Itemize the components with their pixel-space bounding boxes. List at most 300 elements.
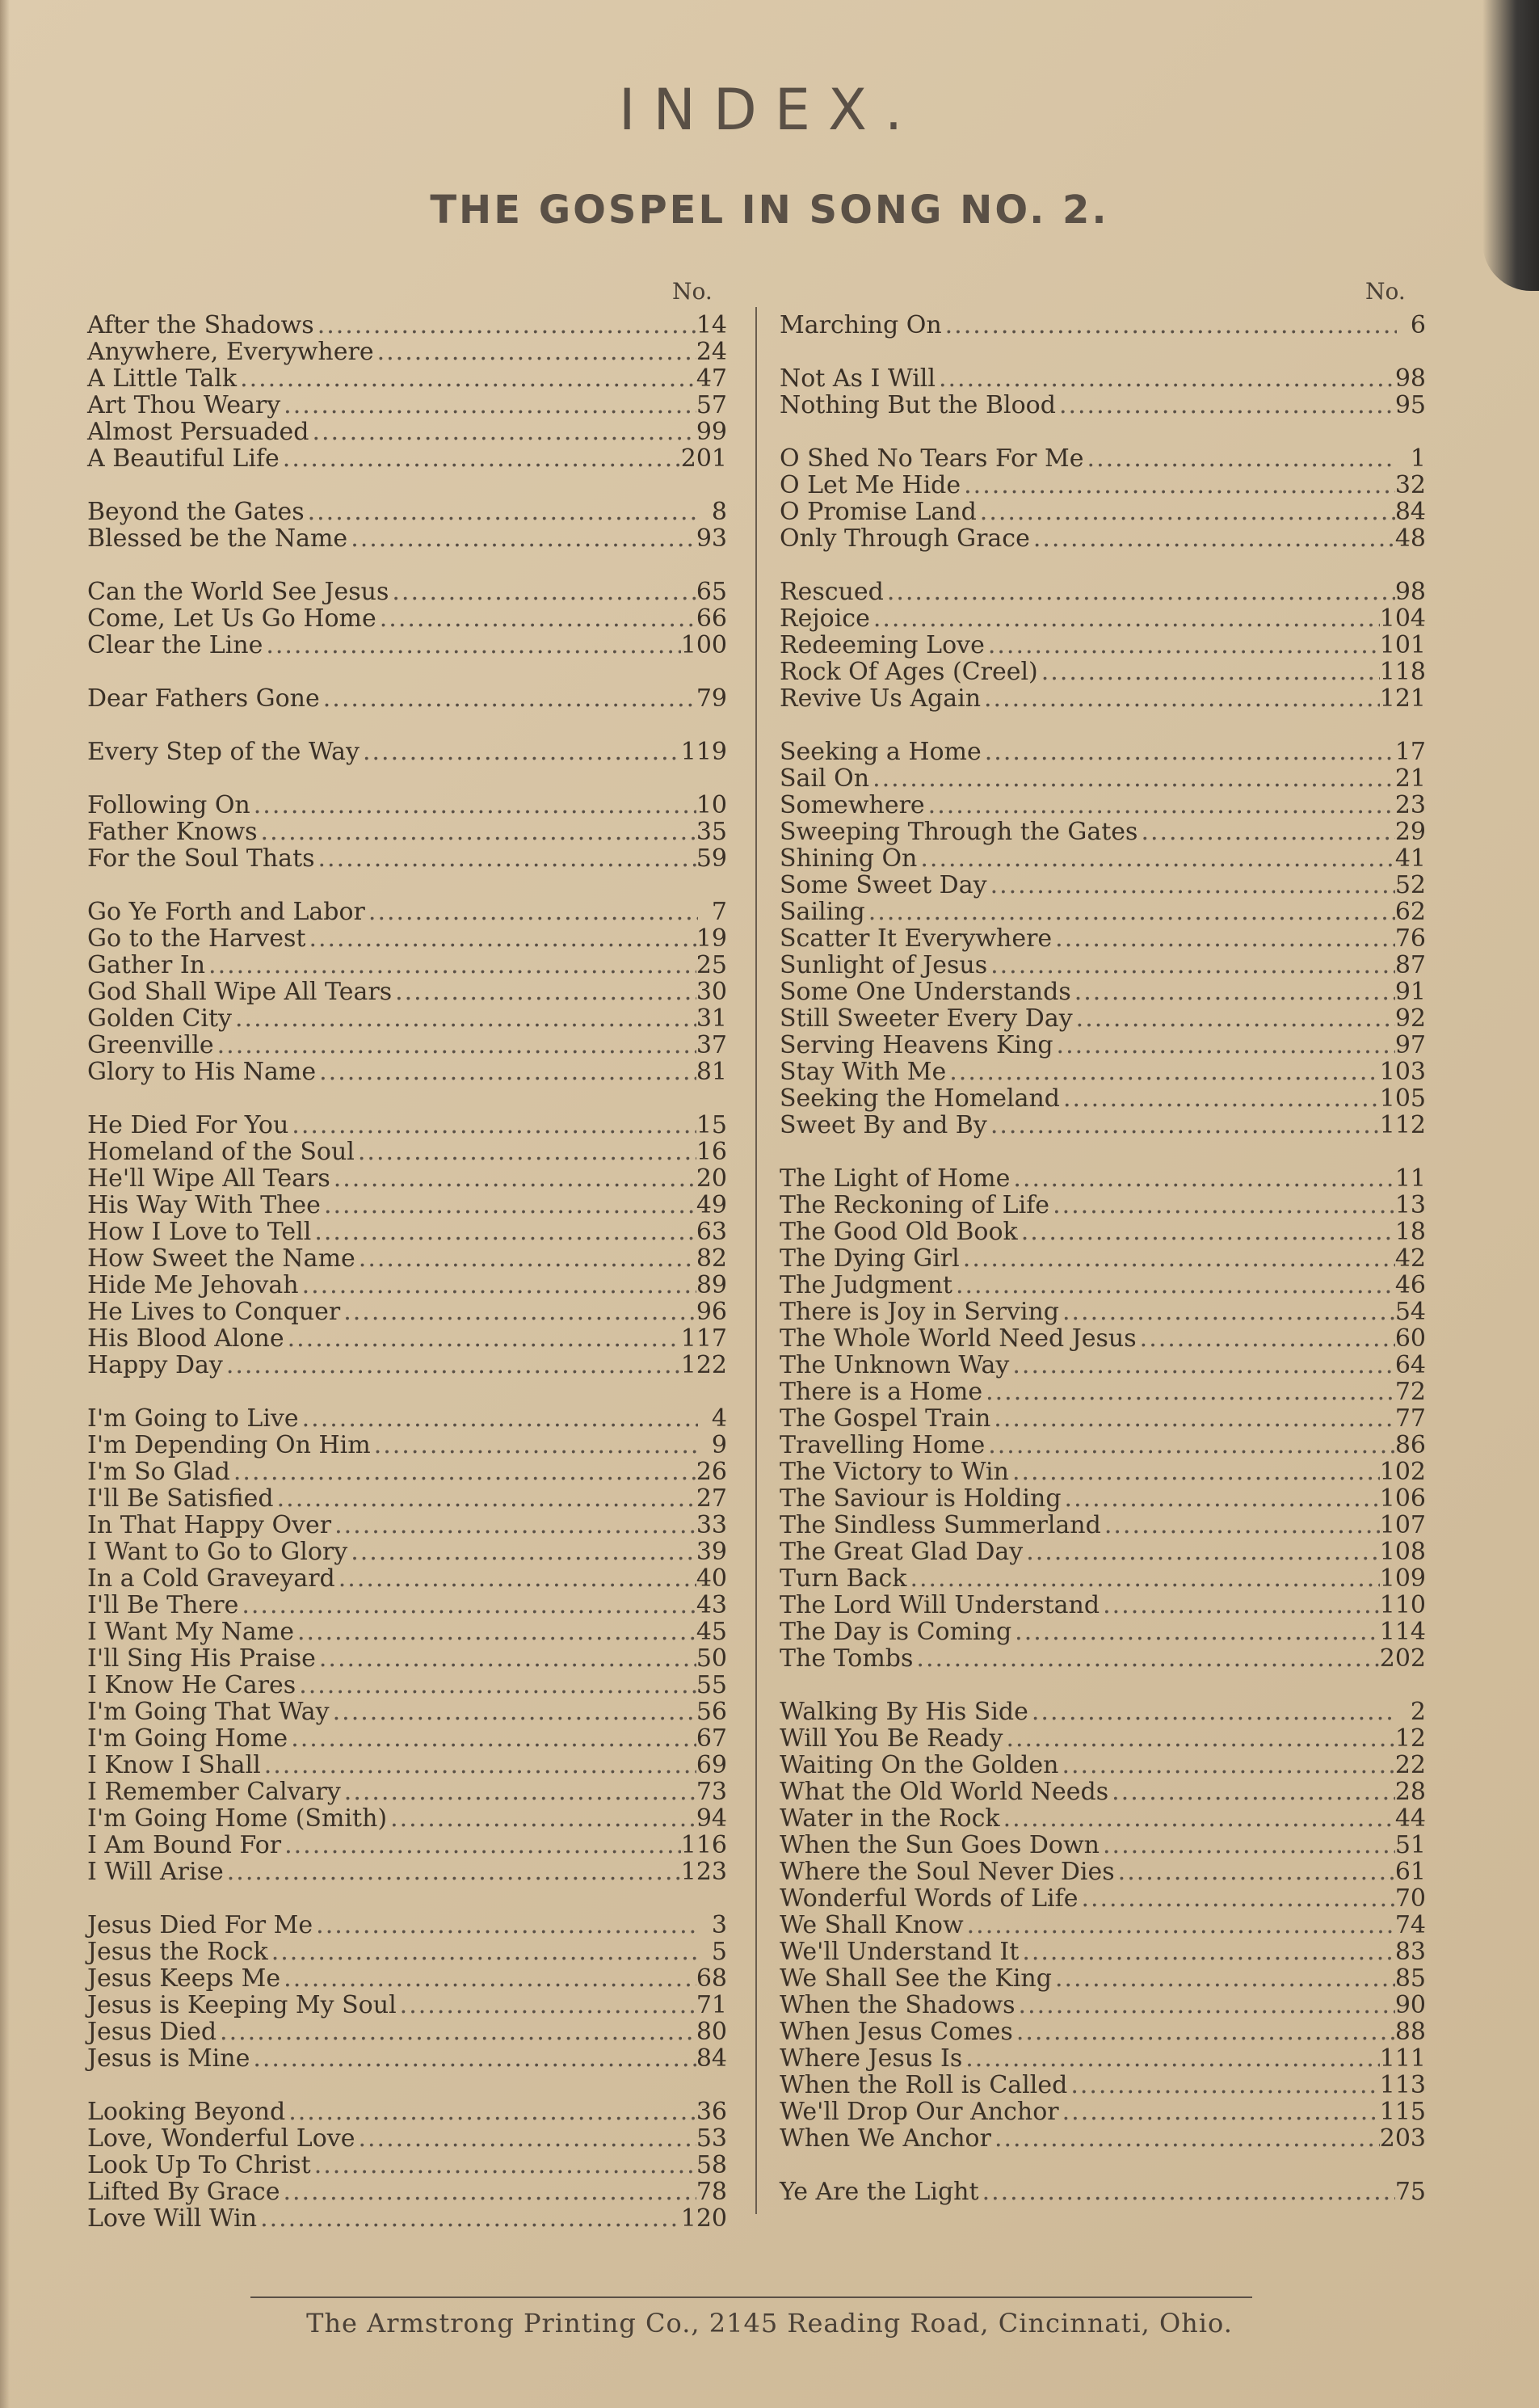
song-title: Jesus is Keeping My Soul bbox=[87, 1991, 397, 2019]
song-title: Ye Are the Light bbox=[780, 2178, 979, 2206]
dot-leader bbox=[309, 419, 696, 445]
song-title: Sail On bbox=[780, 764, 870, 793]
dot-leader bbox=[280, 1965, 696, 1992]
index-entry bbox=[87, 445, 727, 472]
song-number: 49 bbox=[696, 1191, 727, 1219]
song-number: 202 bbox=[1379, 1644, 1426, 1673]
index-entry bbox=[87, 1245, 727, 1272]
group-spacer bbox=[87, 872, 727, 899]
song-title: Walking By His Side bbox=[780, 1698, 1028, 1726]
dot-leader bbox=[946, 1059, 1379, 1085]
dot-leader bbox=[1058, 1752, 1394, 1779]
dot-leader bbox=[1073, 1005, 1395, 1032]
left-column-header: No. bbox=[672, 278, 713, 305]
song-title: Scatter It Everywhere bbox=[780, 924, 1053, 953]
dot-leader bbox=[311, 2152, 696, 2179]
dot-leader bbox=[1059, 2099, 1380, 2125]
dot-leader bbox=[355, 1139, 696, 1165]
song-title: O Shed No Tears For Me bbox=[780, 444, 1084, 473]
song-title: The Whole World Need Jesus bbox=[780, 1324, 1137, 1353]
dot-leader bbox=[335, 1565, 696, 1592]
song-title: Love, Wonderful Love bbox=[87, 2124, 355, 2153]
song-number: 108 bbox=[1379, 1538, 1426, 1566]
song-title: When the Roll is Called bbox=[780, 2071, 1068, 2099]
song-number: 114 bbox=[1379, 1618, 1426, 1646]
song-title: The Gospel Train bbox=[780, 1404, 991, 1433]
song-title: Look Up To Christ bbox=[87, 2151, 311, 2179]
dot-leader bbox=[257, 2205, 681, 2232]
song-number: 111 bbox=[1379, 2044, 1426, 2073]
song-number: 5 bbox=[711, 1938, 727, 1966]
index-entry bbox=[780, 1272, 1426, 1299]
song-number: 43 bbox=[696, 1591, 727, 1619]
song-number: 9 bbox=[711, 1431, 727, 1459]
dot-leader bbox=[263, 632, 680, 659]
song-title: Where the Soul Never Dies bbox=[780, 1858, 1115, 1886]
dot-leader bbox=[1062, 1485, 1380, 1512]
index-entry bbox=[87, 1352, 727, 1379]
index-entry bbox=[780, 2179, 1426, 2205]
index-entry bbox=[780, 472, 1426, 499]
song-number: 103 bbox=[1379, 1058, 1426, 1086]
song-number: 60 bbox=[1394, 1324, 1426, 1353]
index-entry bbox=[780, 765, 1426, 792]
page-edge-shadow bbox=[0, 0, 10, 2408]
song-title: Seeking a Home bbox=[780, 738, 982, 766]
song-number: 107 bbox=[1379, 1511, 1426, 1539]
song-title: Marching On bbox=[780, 311, 942, 339]
footer-rule bbox=[250, 2296, 1252, 2298]
index-entry bbox=[87, 365, 727, 392]
index-entry bbox=[87, 1725, 727, 1752]
dot-leader bbox=[294, 1619, 696, 1645]
dot-leader bbox=[217, 2019, 696, 2045]
index-entry bbox=[87, 1992, 727, 2019]
song-title: I Will Arise bbox=[87, 1858, 224, 1886]
song-number: 42 bbox=[1394, 1244, 1426, 1273]
song-title: Stay With Me bbox=[780, 1058, 947, 1086]
index-entry bbox=[87, 792, 727, 819]
song-number: 85 bbox=[1394, 1964, 1426, 1993]
index-entry bbox=[87, 845, 727, 872]
song-title: His Way With Thee bbox=[87, 1191, 321, 1219]
index-entry bbox=[780, 2072, 1426, 2099]
song-title: Will You Be Ready bbox=[780, 1724, 1003, 1753]
song-number: 15 bbox=[696, 1111, 727, 1139]
dot-leader bbox=[268, 1939, 698, 1965]
dot-leader bbox=[347, 525, 696, 552]
song-number: 65 bbox=[696, 578, 727, 606]
dot-leader bbox=[1018, 1219, 1395, 1245]
song-title: When We Anchor bbox=[780, 2124, 991, 2153]
song-number: 2 bbox=[1410, 1698, 1426, 1726]
index-entry bbox=[87, 1832, 727, 1859]
song-number: 46 bbox=[1394, 1271, 1426, 1299]
dot-leader bbox=[1078, 1885, 1394, 1912]
index-entry bbox=[87, 1032, 727, 1059]
dot-leader bbox=[313, 1912, 698, 1939]
dot-leader bbox=[330, 1699, 696, 1725]
dot-leader bbox=[1101, 1512, 1380, 1539]
index-entry bbox=[87, 579, 727, 605]
song-title: Blessed be the Name bbox=[87, 524, 348, 553]
index-entry bbox=[780, 1805, 1426, 1832]
song-number: 104 bbox=[1379, 604, 1426, 633]
index-entry bbox=[87, 739, 727, 765]
index-entry bbox=[780, 659, 1426, 685]
song-title: We'll Drop Our Anchor bbox=[780, 2098, 1059, 2126]
song-title: O Promise Land bbox=[780, 498, 977, 526]
song-title: The Tombs bbox=[780, 1644, 914, 1673]
index-entry bbox=[780, 1459, 1426, 1485]
song-number: 11 bbox=[1394, 1164, 1426, 1193]
dot-leader bbox=[1067, 2072, 1379, 2099]
index-entry bbox=[87, 2205, 727, 2232]
dot-leader bbox=[1053, 1032, 1395, 1059]
song-title: The Saviour is Holding bbox=[780, 1484, 1062, 1513]
index-entry bbox=[780, 1992, 1426, 2019]
song-title: Anywhere, Everywhere bbox=[87, 338, 374, 366]
index-entry bbox=[780, 899, 1426, 925]
index-entry bbox=[780, 1699, 1426, 1725]
dot-leader bbox=[979, 2179, 1395, 2205]
song-number: 74 bbox=[1394, 1911, 1426, 1939]
index-entry bbox=[87, 525, 727, 552]
index-entry bbox=[780, 365, 1426, 392]
song-number: 115 bbox=[1379, 2098, 1426, 2126]
dot-leader bbox=[299, 1405, 698, 1432]
index-entry bbox=[87, 2099, 727, 2125]
index-entry bbox=[87, 605, 727, 632]
index-entry bbox=[87, 1939, 727, 1965]
song-number: 82 bbox=[696, 1244, 727, 1273]
index-entry bbox=[780, 739, 1426, 765]
song-number: 90 bbox=[1394, 1991, 1426, 2019]
dot-leader bbox=[1052, 1965, 1395, 1992]
dot-leader bbox=[1009, 1459, 1380, 1485]
dot-leader bbox=[913, 1645, 1379, 1672]
index-entry bbox=[780, 579, 1426, 605]
dot-leader bbox=[960, 1245, 1395, 1272]
song-number: 94 bbox=[696, 1804, 727, 1833]
index-entry bbox=[780, 1032, 1426, 1059]
song-title: Art Thou Weary bbox=[87, 391, 281, 419]
dot-leader bbox=[1100, 1592, 1380, 1619]
song-title: Waiting On the Golden bbox=[780, 1751, 1059, 1779]
dot-leader bbox=[397, 1992, 696, 2019]
song-title: Redeeming Love bbox=[780, 631, 985, 659]
dot-leader bbox=[232, 1005, 696, 1032]
group-spacer bbox=[87, 472, 727, 499]
dot-leader bbox=[906, 1565, 1379, 1592]
dot-leader bbox=[991, 2125, 1380, 2152]
song-number: 203 bbox=[1379, 2124, 1426, 2153]
dot-leader bbox=[1000, 1805, 1395, 1832]
song-title: I Am Bound For bbox=[87, 1831, 282, 1859]
song-number: 61 bbox=[1394, 1858, 1426, 1886]
song-title: O Let Me Hide bbox=[780, 471, 961, 499]
dot-leader bbox=[1015, 1992, 1395, 2019]
dot-leader bbox=[274, 1485, 696, 1512]
dot-leader bbox=[1011, 1619, 1380, 1645]
song-number: 72 bbox=[1394, 1378, 1426, 1406]
song-number: 48 bbox=[1394, 524, 1426, 553]
song-title: The Victory to Win bbox=[780, 1458, 1009, 1486]
dot-leader bbox=[985, 1432, 1395, 1459]
index-entry bbox=[780, 685, 1426, 712]
dot-leader bbox=[340, 1299, 696, 1325]
index-entry bbox=[780, 1165, 1426, 1192]
song-title: Water in the Rock bbox=[780, 1804, 1000, 1833]
song-number: 67 bbox=[696, 1724, 727, 1753]
index-entry bbox=[87, 499, 727, 525]
index-entry bbox=[87, 1645, 727, 1672]
song-title: Sailing bbox=[780, 898, 865, 926]
song-title: I'm Depending On Him bbox=[87, 1431, 371, 1459]
index-entry bbox=[87, 952, 727, 979]
dot-leader bbox=[1019, 1939, 1394, 1965]
group-spacer bbox=[87, 2072, 727, 2099]
song-number: 6 bbox=[1410, 311, 1426, 339]
song-title: Rejoice bbox=[780, 604, 870, 633]
index-entry bbox=[780, 1219, 1426, 1245]
song-title: Following On bbox=[87, 791, 250, 819]
song-number: 100 bbox=[680, 631, 727, 659]
index-entry bbox=[87, 1432, 727, 1459]
dot-leader bbox=[305, 499, 698, 525]
dot-leader bbox=[1003, 1725, 1394, 1752]
dot-leader bbox=[985, 632, 1380, 659]
dot-leader bbox=[311, 1219, 696, 1245]
dot-leader bbox=[389, 579, 696, 605]
song-title: Go to the Harvest bbox=[87, 924, 306, 953]
song-title: We Shall Know bbox=[780, 1911, 964, 1939]
song-number: 52 bbox=[1394, 871, 1426, 899]
song-title: Beyond the Gates bbox=[87, 498, 305, 526]
index-entry bbox=[87, 2125, 727, 2152]
index-entry bbox=[87, 1299, 727, 1325]
song-number: 54 bbox=[1394, 1298, 1426, 1326]
song-title: There is a Home bbox=[780, 1378, 983, 1406]
song-title: How I Love to Tell bbox=[87, 1218, 312, 1246]
song-number: 99 bbox=[696, 418, 727, 446]
index-entry bbox=[87, 1912, 727, 1939]
index-entry bbox=[780, 1352, 1426, 1379]
dot-leader bbox=[288, 1725, 696, 1752]
index-entry bbox=[780, 1192, 1426, 1219]
song-number: 23 bbox=[1394, 791, 1426, 819]
index-entry bbox=[87, 1965, 727, 1992]
song-number: 1 bbox=[1410, 444, 1426, 473]
song-title: Revive Us Again bbox=[780, 684, 982, 713]
song-number: 29 bbox=[1394, 818, 1426, 846]
song-number: 78 bbox=[696, 2178, 727, 2206]
index-entry bbox=[87, 632, 727, 659]
index-entry bbox=[780, 1965, 1426, 1992]
song-number: 117 bbox=[680, 1324, 727, 1353]
song-number: 98 bbox=[1394, 364, 1426, 393]
dot-leader bbox=[347, 1539, 696, 1565]
index-entry bbox=[780, 1859, 1426, 1885]
song-number: 35 bbox=[696, 818, 727, 846]
song-title: Seeking the Homeland bbox=[780, 1084, 1060, 1113]
dot-leader bbox=[1028, 1699, 1397, 1725]
song-title: What the Old World Needs bbox=[780, 1778, 1109, 1806]
song-number: 122 bbox=[680, 1351, 727, 1379]
index-entry bbox=[780, 1832, 1426, 1859]
song-number: 80 bbox=[696, 2018, 727, 2046]
dot-leader bbox=[321, 1192, 696, 1219]
dot-leader bbox=[387, 1805, 696, 1832]
song-title: A Beautiful Life bbox=[87, 444, 280, 473]
dot-leader bbox=[296, 1672, 696, 1699]
song-title: Not As I Will bbox=[780, 364, 936, 393]
song-number: 58 bbox=[696, 2151, 727, 2179]
group-spacer bbox=[87, 1885, 727, 1912]
song-number: 81 bbox=[696, 1058, 727, 1086]
dot-leader bbox=[258, 819, 696, 845]
index-entry bbox=[87, 1699, 727, 1725]
dot-leader bbox=[977, 499, 1395, 525]
song-number: 109 bbox=[1379, 1564, 1426, 1593]
song-number: 89 bbox=[696, 1271, 727, 1299]
song-number: 71 bbox=[696, 1991, 727, 2019]
song-title: Every Step of the Way bbox=[87, 738, 360, 766]
group-spacer bbox=[87, 1085, 727, 1112]
song-number: 24 bbox=[696, 338, 727, 366]
song-number: 68 bbox=[696, 1964, 727, 1993]
dot-leader bbox=[281, 1832, 681, 1859]
index-entry bbox=[780, 1379, 1426, 1405]
index-entry bbox=[780, 1405, 1426, 1432]
song-number: 31 bbox=[696, 1004, 727, 1033]
page-title: INDEX. bbox=[618, 77, 921, 143]
song-title: Some One Understands bbox=[780, 978, 1071, 1006]
index-entry bbox=[87, 1272, 727, 1299]
song-title: Jesus Keeps Me bbox=[87, 1964, 281, 1993]
dot-leader bbox=[952, 1272, 1395, 1299]
song-title: The Light of Home bbox=[780, 1164, 1011, 1193]
song-number: 10 bbox=[696, 791, 727, 819]
dot-leader bbox=[1084, 445, 1397, 472]
song-number: 55 bbox=[696, 1671, 727, 1699]
song-title: He Lives to Conquer bbox=[87, 1298, 341, 1326]
dot-leader bbox=[230, 1459, 696, 1485]
dot-leader bbox=[1010, 1165, 1394, 1192]
song-title: Homeland of the Soul bbox=[87, 1138, 355, 1166]
song-number: 88 bbox=[1394, 2018, 1426, 2046]
song-title: The Lord Will Understand bbox=[780, 1591, 1100, 1619]
song-number: 3 bbox=[711, 1911, 727, 1939]
index-entry bbox=[87, 819, 727, 845]
index-entry bbox=[87, 1779, 727, 1805]
song-number: 32 bbox=[1394, 471, 1426, 499]
song-title: Travelling Home bbox=[780, 1431, 986, 1459]
song-title: Greenville bbox=[87, 1031, 214, 1059]
dot-leader bbox=[870, 605, 1380, 632]
song-number: 79 bbox=[696, 684, 727, 713]
index-entry bbox=[780, 1725, 1426, 1752]
song-number: 92 bbox=[1394, 1004, 1426, 1033]
song-title: The Great Glad Day bbox=[780, 1538, 1024, 1566]
song-number: 69 bbox=[696, 1751, 727, 1779]
dot-leader bbox=[1108, 1779, 1395, 1805]
index-entry bbox=[780, 1645, 1426, 1672]
song-title: I'll Be There bbox=[87, 1591, 239, 1619]
dot-leader bbox=[355, 1245, 696, 1272]
song-title: Rescued bbox=[780, 578, 884, 606]
song-title: Can the World See Jesus bbox=[87, 578, 389, 606]
song-title: The Sindless Summerland bbox=[780, 1511, 1101, 1539]
index-entry bbox=[87, 1805, 727, 1832]
dot-leader bbox=[223, 1352, 681, 1379]
dot-leader bbox=[371, 1432, 698, 1459]
song-number: 96 bbox=[696, 1298, 727, 1326]
index-entry bbox=[780, 1592, 1426, 1619]
song-number: 105 bbox=[1379, 1084, 1426, 1113]
index-entry bbox=[780, 445, 1426, 472]
song-title: Gather In bbox=[87, 951, 206, 979]
dot-leader bbox=[320, 685, 696, 712]
song-title: Father Knows bbox=[87, 818, 258, 846]
group-spacer bbox=[780, 419, 1426, 445]
dot-leader bbox=[987, 1112, 1380, 1139]
dot-leader bbox=[990, 1405, 1395, 1432]
dot-leader bbox=[214, 1032, 696, 1059]
song-title: Jesus Died bbox=[87, 2018, 217, 2046]
song-number: 120 bbox=[680, 2204, 727, 2233]
dot-leader bbox=[305, 925, 696, 952]
dot-leader bbox=[1009, 1352, 1394, 1379]
song-number: 7 bbox=[711, 898, 727, 926]
song-number: 63 bbox=[696, 1218, 727, 1246]
dot-leader bbox=[1023, 1539, 1380, 1565]
index-entry bbox=[87, 392, 727, 419]
index-entry bbox=[780, 632, 1426, 659]
song-title: Lifted By Grace bbox=[87, 2178, 280, 2206]
index-entry bbox=[87, 1112, 727, 1139]
song-number: 12 bbox=[1394, 1724, 1426, 1753]
dot-leader bbox=[1049, 1192, 1395, 1219]
dot-leader bbox=[961, 472, 1395, 499]
dot-leader bbox=[224, 1859, 681, 1885]
song-number: 19 bbox=[696, 924, 727, 953]
song-title: Shining On bbox=[780, 844, 918, 873]
index-entry bbox=[780, 872, 1426, 899]
dot-leader bbox=[280, 2179, 696, 2205]
index-entry bbox=[780, 1085, 1426, 1112]
dot-leader bbox=[392, 979, 696, 1005]
song-title: How Sweet the Name bbox=[87, 1244, 355, 1273]
song-number: 102 bbox=[1379, 1458, 1426, 1486]
song-number: 30 bbox=[696, 978, 727, 1006]
song-number: 47 bbox=[696, 364, 727, 393]
dot-leader bbox=[982, 739, 1395, 765]
song-number: 75 bbox=[1394, 2178, 1426, 2206]
dot-leader bbox=[250, 2045, 696, 2072]
song-title: For the Soul Thats bbox=[87, 844, 315, 873]
group-spacer bbox=[87, 765, 727, 792]
song-number: 119 bbox=[680, 738, 727, 766]
song-number: 98 bbox=[1394, 578, 1426, 606]
song-number: 62 bbox=[1394, 898, 1426, 926]
song-title: Dear Fathers Gone bbox=[87, 684, 320, 713]
song-number: 116 bbox=[680, 1831, 727, 1859]
song-number: 76 bbox=[1394, 924, 1426, 953]
song-number: 28 bbox=[1394, 1778, 1426, 1806]
song-title: I'll Be Satisfied bbox=[87, 1484, 274, 1513]
song-title: Glory to His Name bbox=[87, 1058, 317, 1086]
